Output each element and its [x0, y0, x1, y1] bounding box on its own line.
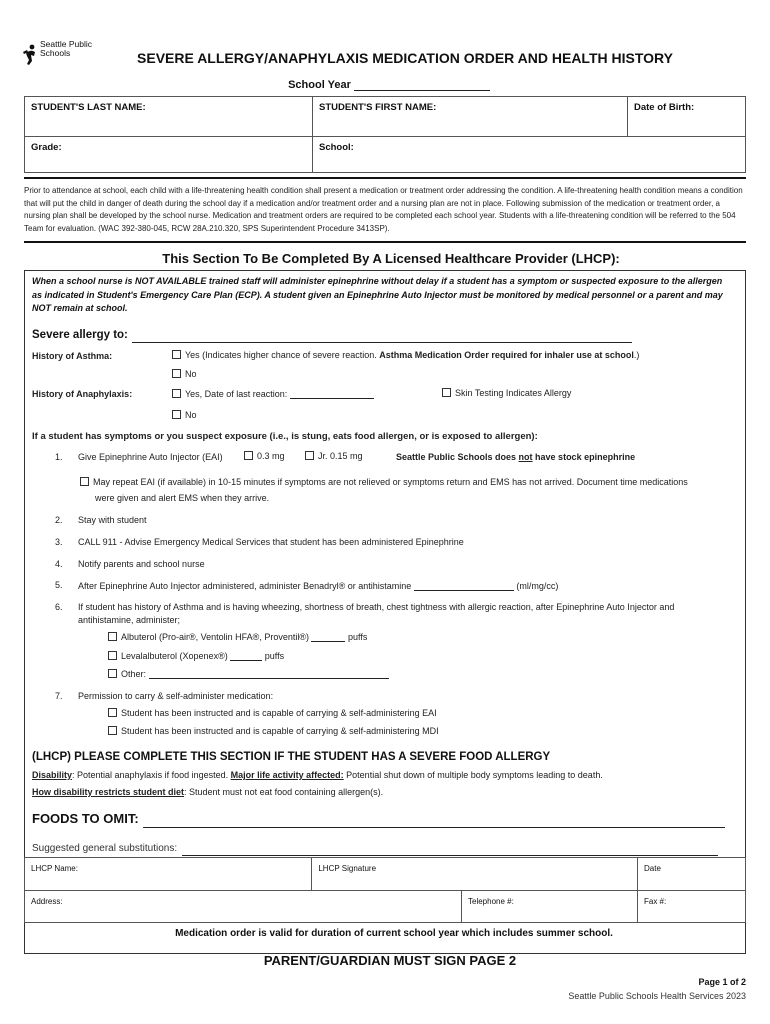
albuterol-puffs-field[interactable]: [311, 631, 345, 642]
step-5-text: After Epinephrine Auto Injector administered, administer Benadryl® or antihistamine: [78, 581, 412, 591]
dose-015-checkbox[interactable]: [305, 451, 314, 460]
levalbuterol-checkbox[interactable]: [108, 651, 117, 660]
food-allergy-heading: (LHCP) PLEASE COMPLETE THIS SECTION IF THE STUDENT HAS A SEVERE FOOD ALLERGY: [32, 751, 551, 763]
skin-test-option[interactable]: [442, 388, 571, 398]
page-title: SEVERE ALLERGY/ANAPHYLAXIS MEDICATION ORDER AND HEALTH HISTORY: [137, 50, 673, 66]
anaphylaxis-no-text: No: [185, 410, 197, 420]
anaphylaxis-yes-option[interactable]: [172, 388, 374, 399]
substitutions-row: [32, 838, 718, 856]
anaphylaxis-label: History of Anaphylaxis:: [32, 389, 133, 399]
substitutions-field[interactable]: [182, 845, 718, 856]
divider: [24, 177, 746, 179]
first-name-label: STUDENT'S FIRST NAME:: [319, 102, 437, 113]
fax-label: Fax #:: [644, 897, 667, 906]
school-year: [0, 79, 770, 91]
logo-text: Seattle Public Schools: [40, 39, 92, 58]
repeat-eai-option[interactable]: [80, 477, 688, 487]
intro-paragraph: Prior to attendance at school, each child with a life-threatening health condition shall present a medication or treatment order addressing the condition. A life-threatening health condition means a condition that will put the child in danger of death during the school day if a medication and/or treatment order and a nursing plan are not in place. Following submission of the medication or treatment order, a nursing plan shall be developed by the school nurse. Medication and treatment orders are required to be completed each school year. Students with a life-threatening condition will be referred to the 504 Team for evaluation. (WAC 392-380-045, RCW 28A.210.320, SPS Superintendent Procedure 3413SP).: [24, 186, 743, 233]
severe-allergy-row: [32, 325, 632, 343]
stock-note-a: Seattle Public Schools does: [396, 452, 519, 462]
step-6-text-2: antihistamine, administer;: [78, 615, 181, 625]
lhcp-date-label: Date: [644, 864, 661, 873]
asthma-yes-checkbox[interactable]: [172, 350, 181, 359]
severe-allergy-field[interactable]: [132, 332, 632, 343]
foods-to-omit-label: FOODS TO OMIT:: [32, 811, 139, 826]
foods-to-omit-row: [32, 810, 725, 828]
epinephrine-warning: When a school nurse is NOT AVAILABLE trained staff will administer epinephrine without delay if a student has a symptom or suspected exposure to the allergen as indicated in Student's Emergency Care Plan (ECP). A student given an Epinephrine Auto Injector must be monitored by medical personnel or a parent and may NOT remain at school.: [32, 276, 723, 313]
address-field[interactable]: [25, 891, 462, 923]
asthma-yes-text: Yes (Indicates higher chance of severe reaction.: [185, 350, 380, 360]
lhcp-name-field[interactable]: [25, 858, 312, 891]
carry-eai-text: Student has been instructed and is capable of carrying & self-administering EAI: [121, 708, 437, 718]
carry-mdi-checkbox[interactable]: [108, 726, 117, 735]
albuterol-option[interactable]: [108, 631, 367, 642]
step-4-number: 4.: [55, 559, 63, 569]
dob-field[interactable]: [628, 97, 746, 137]
lhcp-name-label: LHCP Name:: [31, 864, 78, 873]
lhcp-signature-table: [24, 857, 746, 923]
repeat-eai-text: May repeat EAI (if available) in 10-15 minutes if symptoms are not relieved or symptoms return and EMS has not arrived. Document time medications: [93, 477, 688, 487]
step-2-text: Stay with student: [78, 515, 147, 525]
lhcp-signature-field[interactable]: [312, 858, 638, 891]
carry-eai-checkbox[interactable]: [108, 708, 117, 717]
asthma-yes-end: .): [633, 350, 640, 360]
repeat-eai-checkbox[interactable]: [80, 477, 89, 486]
carry-mdi-option[interactable]: [108, 726, 439, 736]
disability-text: : Potential anaphylaxis if food ingested.: [72, 770, 231, 780]
step-5-number: 5.: [55, 580, 63, 590]
other-med-field[interactable]: [149, 668, 389, 679]
step-1-number: 1.: [55, 452, 63, 462]
school-label: School:: [319, 142, 354, 153]
lhcp-signature-label: LHCP Signature: [318, 864, 377, 873]
carry-eai-option[interactable]: [108, 708, 437, 718]
step-1-text: Give Epinephrine Auto Injector (EAI): [78, 452, 223, 462]
footer-text: Seattle Public Schools Health Services 2023: [568, 991, 746, 1001]
levalbuterol-unit: puffs: [264, 651, 285, 661]
severe-allergy-label: Severe allergy to:: [32, 329, 128, 341]
asthma-order-note: Asthma Medication Order required for inhaler use at school: [379, 350, 634, 360]
dose-03-option[interactable]: [244, 451, 285, 461]
dose-015-option[interactable]: [305, 451, 363, 461]
stock-epinephrine-note: [396, 452, 635, 462]
step-3-text: CALL 911 - Advise Emergency Medical Services that student has been administered Epinephrine: [78, 537, 464, 547]
page-number: Page 1 of 2: [698, 977, 746, 987]
disability-line: [32, 770, 603, 780]
other-med-text: Other:: [121, 669, 147, 679]
foods-to-omit-field[interactable]: [143, 814, 725, 828]
parent-sign-note: PARENT/GUARDIAN MUST SIGN PAGE 2: [263, 953, 517, 968]
school-year-label: School Year: [288, 79, 351, 91]
asthma-no-option[interactable]: [172, 369, 197, 379]
symptoms-heading: If a student has symptoms or you suspect exposure (i.e., is stung, eats food allergen, or is exposed to allergen):: [32, 431, 538, 442]
lhcp-date-field[interactable]: [638, 858, 746, 891]
anaphylaxis-no-checkbox[interactable]: [172, 410, 181, 419]
dose-03-text: 0.3 mg: [257, 451, 285, 461]
step-5-unit: (ml/mg/cc): [516, 581, 559, 591]
step-7-text: Permission to carry & self-administer medication:: [78, 691, 274, 701]
step-6-number: 6.: [55, 602, 63, 612]
skin-test-checkbox[interactable]: [442, 388, 451, 397]
substitutions-label: Suggested general substitutions:: [32, 843, 178, 854]
divider: [24, 241, 746, 243]
other-med-option[interactable]: [108, 668, 389, 679]
step-6-text: If student has history of Asthma and is having wheezing, shortness of breath, chest tightness with allergic reaction, after Epinephrine Auto Injector and: [78, 602, 675, 612]
diet-restriction-label: How disability restricts student diet: [32, 787, 185, 797]
student-info-table: [24, 96, 746, 173]
fax-field[interactable]: [638, 891, 746, 923]
asthma-label: History of Asthma:: [32, 351, 113, 361]
grade-field[interactable]: [25, 137, 313, 173]
lhcp-section-title: This Section To Be Completed By A Licensed Healthcare Provider (LHCP):: [162, 251, 620, 266]
anaphylaxis-yes-checkbox[interactable]: [172, 389, 181, 398]
step-7-number: 7.: [55, 691, 63, 701]
anaphylaxis-yes-text: Yes, Date of last reaction:: [185, 389, 288, 399]
major-activity-text: Potential shut down of multiple body symptoms leading to death.: [343, 770, 603, 780]
telephone-field[interactable]: [462, 891, 638, 923]
last-reaction-date-field[interactable]: [290, 388, 374, 399]
dose-03-checkbox[interactable]: [244, 451, 253, 460]
stock-note-not: not: [518, 452, 533, 462]
levalbuterol-option[interactable]: [108, 650, 284, 661]
albuterol-checkbox[interactable]: [108, 632, 117, 641]
albuterol-text: Albuterol (Pro-air®, Ventolin HFA®, Proventil®): [121, 632, 309, 642]
repeat-eai-text-2: were given and alert EMS when they arrive.: [95, 493, 270, 503]
dose-015-text: Jr. 0.15 mg: [318, 451, 363, 461]
dob-label: Date of Birth:: [634, 102, 695, 113]
school-year-field[interactable]: [354, 80, 490, 91]
asthma-yes-option[interactable]: [172, 350, 639, 360]
last-name-field[interactable]: [25, 97, 313, 137]
asthma-no-checkbox[interactable]: [172, 369, 181, 378]
first-name-field[interactable]: [313, 97, 628, 137]
address-label: Address:: [31, 897, 63, 906]
diet-restriction-text: : Student must not eat food containing allergen(s).: [184, 787, 384, 797]
school-field[interactable]: [313, 137, 746, 173]
step-4-text: Notify parents and school nurse: [78, 559, 205, 569]
telephone-label: Telephone #:: [468, 897, 514, 906]
step-3-number: 3.: [55, 537, 63, 547]
antihistamine-dose-field[interactable]: [414, 580, 514, 591]
diet-restriction-line: [32, 787, 383, 797]
levalbuterol-text: Levalalbuterol (Xopenex®): [121, 651, 228, 661]
major-activity-label: Major life activity affected:: [230, 770, 344, 780]
levalbuterol-puffs-field[interactable]: [230, 650, 262, 661]
disability-label: Disability: [32, 770, 73, 780]
carry-mdi-text: Student has been instructed and is capable of carrying & self-administering MDI: [121, 726, 439, 736]
grade-label: Grade:: [31, 142, 62, 153]
anaphylaxis-no-option[interactable]: [172, 410, 197, 420]
step-2-number: 2.: [55, 515, 63, 525]
other-med-checkbox[interactable]: [108, 669, 117, 678]
asthma-no-text: No: [185, 369, 197, 379]
last-name-label: STUDENT'S LAST NAME:: [31, 102, 146, 113]
skin-test-text: Skin Testing Indicates Allergy: [455, 388, 572, 398]
validity-note: Medication order is valid for duration of current school year which includes summer school.: [175, 928, 613, 939]
albuterol-unit: puffs: [348, 632, 368, 642]
step-5-row: [78, 580, 558, 591]
stock-note-c: have stock epinephrine: [532, 452, 636, 462]
